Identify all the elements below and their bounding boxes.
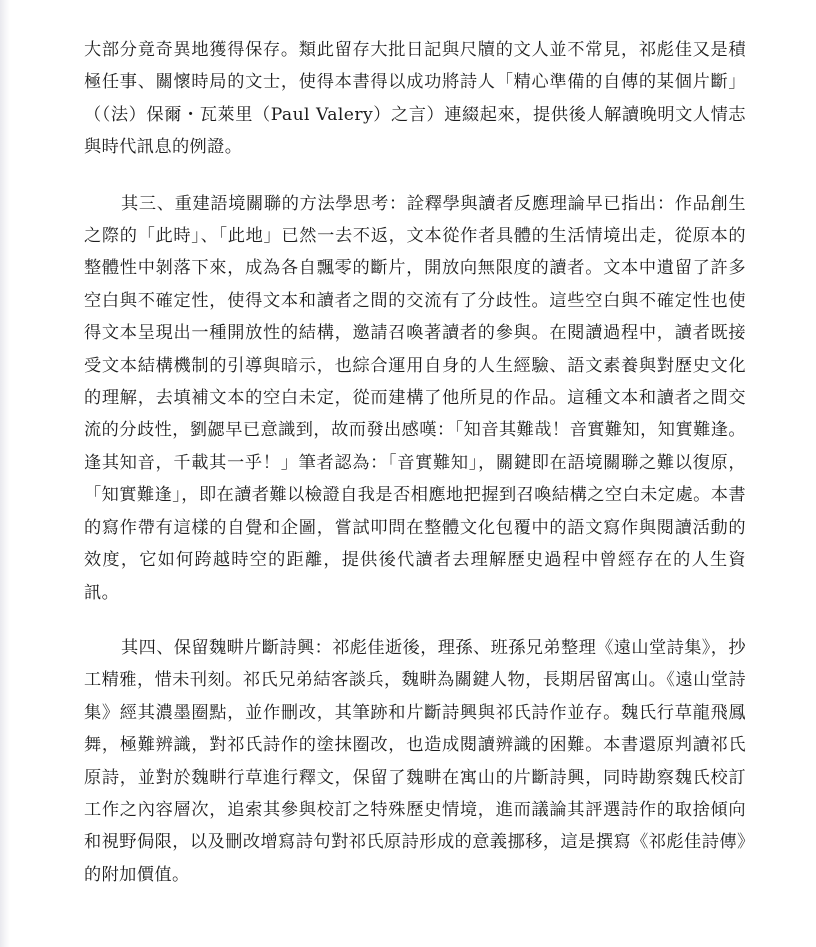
paragraph-third-point: 其三、重建語境關聯的方法學思考：詮釋學與讀者反應理論早已指出：作品創生之際的「此時」、「此地」已然一去不返，文本從作者具體的生活情境出走，從原本的整體性中剝落下來，成為各自飄零的斷片，開放向無限度的讀者。文本中遺留了許多空白與不確定性，使得文本和讀者之間的交流有了分歧性。這些空白與不確定性也使得文本呈現出一種開放性的結構，邀請召喚著讀者的參與。在閱讀過程中，讀者既接受文本結構機制的引導與暗示，也綜合運用自身的人生經驗、語文素養與對歷史文化的理解，去填補文本的空白未定，從而建構了他所見的作品。這種文本和讀者之間交流的分歧性，劉勰早已意識到，故而發出感嘆：「知音其難哉！音實難知，知實難逢。逢其知音，千載其一乎！」筆者認為：「音實難知」，關鍵即在語境關聯之難以復原，「知實難逢」，即在讀者難以檢證自我是否相應地把握到召喚結構之空白未定處。本書的寫作帶有這樣的自覺和企圖，嘗試叩問在整體文化包覆中的語文寫作與閱讀活動的效度，它如何跨越時空的距離，提供後代讀者去理解歷史過程中曾經存在的人生資訊。 (84, 193, 746, 603)
document-page (84, 34, 746, 891)
paragraph-fourth-point: 其四、保留魏畊片斷詩興：祁彪佳逝後，理孫、班孫兄弟整理《遠山堂詩集》，抄工精雅，惜未刊刻。祁氏兄弟結客談兵，魏畊為關鍵人物，長期居留寓山。《遠山堂詩集》經其濃墨圈點，並作刪改，其筆跡和片斷詩興與祁氏詩作並存。魏氏行草龍飛鳳舞，極難辨識，對祁氏詩作的塗抹圈改，也造成閱讀辨識的困難。本書還原判讀祁氏原詩，並對於魏畊行草進行釋文，保留了魏畊在寓山的片斷詩興，同時勘察魏氏校訂工作之內容層次，追索其參與校訂之特殊歷史情境，進而議論其評選詩作的取捨傾向和視野侷限，以及刪改增寫詩句對祁氏原詩形成的意義挪移，這是撰寫《祁彪佳詩傳》的附加價值。 (84, 637, 746, 885)
paragraph-continuation: 大部分竟奇異地獲得保存。類此留存大批日記與尺牘的文人並不常見，祁彪佳又是積極任事、關懷時局的文士，使得本書得以成功將詩人「精心準備的自傳的某個片斷」（（法）保爾・瓦萊里（Paul Valery）之言）連綴起來，提供後人解讀晚明文人情志與時代訊息的例證。 (84, 40, 746, 158)
page-edge-shadow (0, 0, 10, 947)
